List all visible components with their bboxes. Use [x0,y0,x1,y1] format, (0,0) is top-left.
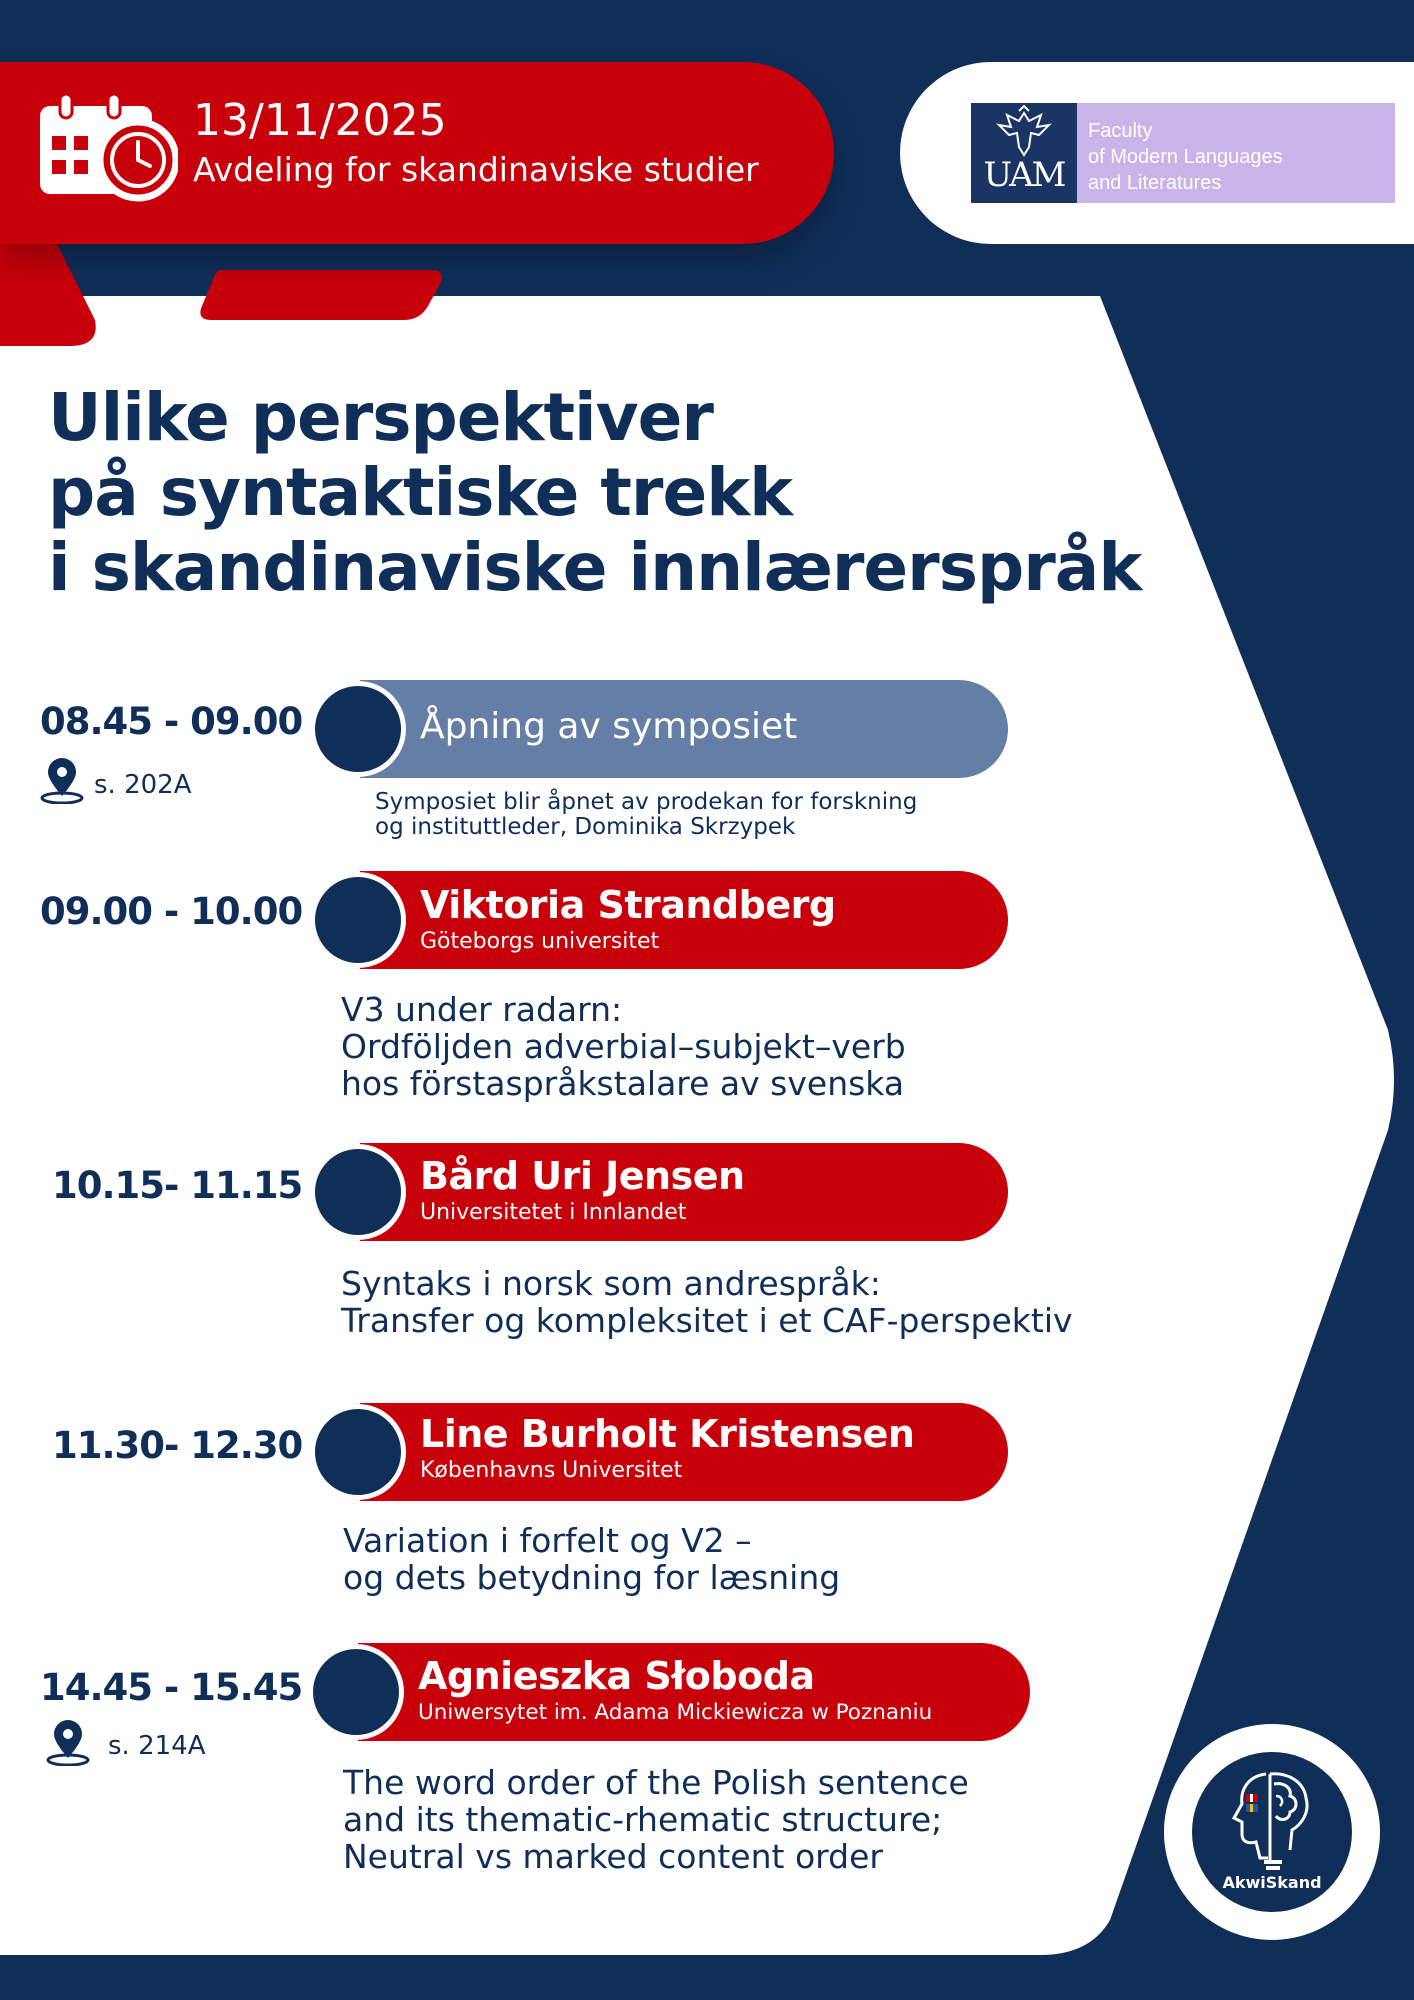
calendar-clock-icon [38,92,178,202]
opening-description-line-1: Symposiet blir åpnet av prodekan for forskning [375,789,918,815]
faculty-name [1088,118,1283,196]
faculty-name-line-3: and Literatures [1088,172,1222,194]
department-name: Avdeling for skandinaviske studier [193,150,759,189]
timeline-dot-4 [310,1404,406,1500]
speaker-affiliation-3: Universitetet i Innlandet [420,1200,687,1225]
timeline-dot-3 [310,1144,406,1240]
akwiskand-logo-text: AkwiSkand [1222,1873,1322,1892]
talk-title-2-line-1: V3 under radarn: [341,990,623,1029]
location-pin-icon [46,1718,94,1766]
speaker-name-3: Bård Uri Jensen [420,1154,745,1198]
time-slot-5: 14.45 - 15.45 [40,1666,303,1709]
talk-title-5-line-3: Neutral vs marked content order [343,1837,883,1876]
talk-title-5-line-2: and its thematic-rhematic structure; [343,1800,943,1839]
red-accent-left [0,230,96,346]
symposium-title [48,380,1141,605]
talk-title-2-line-3: hos förstaspråkstalare av svenska [341,1064,905,1103]
timeline-dot-2 [310,872,406,968]
title-line-1: Ulike perspektiver [48,379,713,456]
red-accent-tab [200,270,441,320]
talk-title-2-line-2: Ordföljden adverbial–subjekt–verb [341,1027,906,1066]
head-brain-icon [1228,1768,1318,1872]
room-5: s. 214A [108,1731,206,1761]
talk-title-3 [341,1265,1073,1339]
eagle-icon [971,103,1077,159]
opening-description-line-2: og instituttleder, Dominika Skrzypek [375,814,796,840]
opening-description [375,790,917,840]
location-pin-icon [40,756,88,804]
talk-title-4-line-2: og dets betydning for læsning [343,1558,841,1597]
speaker-name-2: Viktoria Strandberg [420,883,836,927]
faculty-name-line-1: Faculty [1088,120,1153,142]
opening-label: Åpning av symposiet [420,706,798,747]
time-slot-4: 11.30- 12.30 [52,1424,303,1467]
speaker-name-5: Agnieszka Słoboda [418,1654,815,1698]
uam-logo-text: UAM [983,155,1065,195]
talk-title-4 [343,1522,840,1596]
time-slot-1: 08.45 - 09.00 [40,700,303,743]
speaker-affiliation-5: Uniwersytet im. Adama Mickiewicza w Poznaniu [418,1700,933,1725]
speaker-affiliation-4: Københavns Universitet [420,1458,683,1483]
talk-title-2 [341,991,906,1102]
talk-title-4-line-1: Variation i forfelt og V2 – [343,1521,752,1560]
faculty-name-line-2: of Modern Languages [1088,146,1283,168]
title-line-2: på syntaktiske trekk [48,454,792,531]
talk-title-3-line-1: Syntaks i norsk som andrespråk: [341,1264,881,1303]
talk-title-3-line-2: Transfer og kompleksitet i et CAF-perspektiv [341,1301,1073,1340]
timeline-dot-1 [310,681,406,777]
talk-title-5 [343,1764,969,1875]
title-line-3: i skandinaviske innlærerspråk [48,529,1142,606]
time-slot-3: 10.15- 11.15 [52,1164,303,1207]
event-date: 13/11/2025 [193,95,447,146]
speaker-name-4: Line Burholt Kristensen [420,1412,915,1456]
timeline-dot-5 [308,1644,404,1740]
speaker-affiliation-2: Göteborgs universitet [420,929,660,954]
time-slot-2: 09.00 - 10.00 [40,890,303,933]
room-1: s. 202A [94,770,192,800]
talk-title-5-line-1: The word order of the Polish sentence [343,1763,969,1802]
